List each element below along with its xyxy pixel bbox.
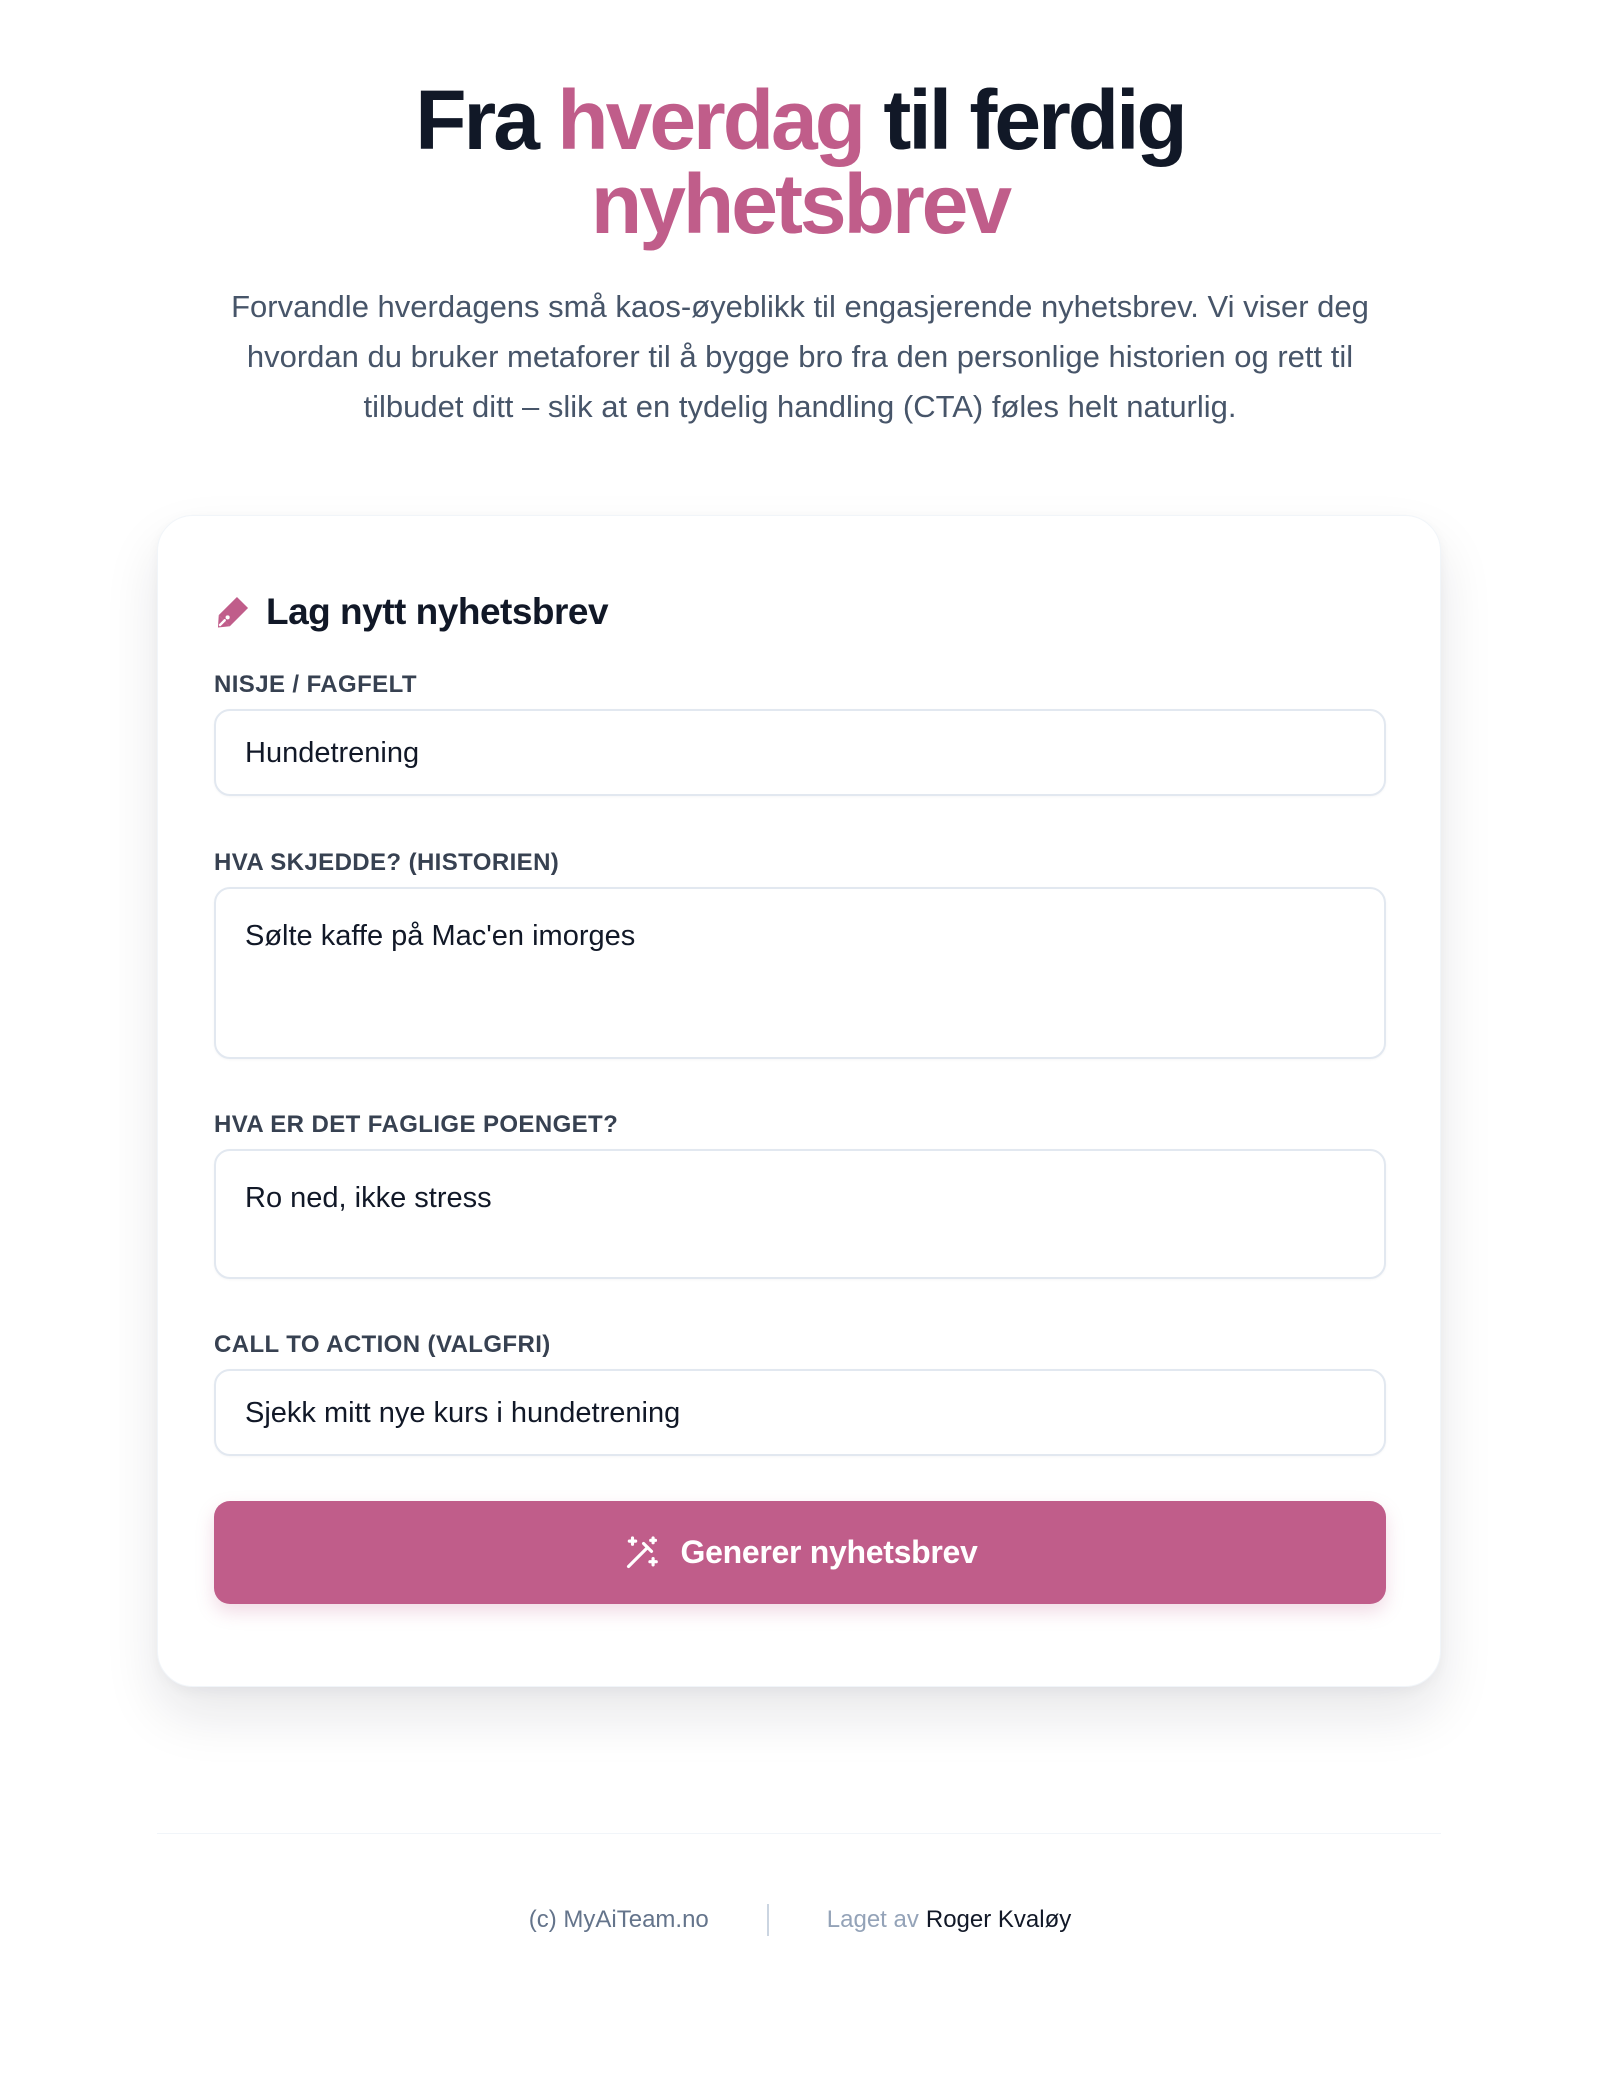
footer-copyright: (c) MyAiTeam.no: [528, 1906, 709, 1933]
card-header: [214, 574, 608, 650]
page-subtitle: Forvandle hverdagens små kaos-øyeblikk til engasjerende nyhetsbrev. Vi viser deg hvordan du bruker metaforer til å bygge bro fra den personlige historien og rett til tilbudet ditt – slik at en tydelig handling (CTA) føles helt naturlig.: [231, 289, 1369, 424]
footer-divider: [157, 1833, 1441, 1834]
niche-label: NISJE / FAGFELT: [214, 671, 417, 698]
niche-input[interactable]: Hundetrening: [214, 709, 1386, 796]
newsletter-form-card: [157, 515, 1441, 1687]
generate-newsletter-button[interactable]: [214, 1501, 1386, 1604]
title-text-middle: til ferdig: [863, 73, 1185, 167]
pen-icon: [214, 593, 252, 631]
footer-separator: [767, 1904, 769, 1936]
point-label: HVA ER DET FAGLIGE POENGET?: [214, 1111, 619, 1138]
footer-author: Roger Kvaløy: [925, 1906, 1072, 1933]
page-footer: [0, 1904, 1600, 1936]
story-label: HVA SKJEDDE? (HISTORIEN): [214, 849, 560, 876]
story-textarea[interactable]: Sølte kaffe på Mac'en imorges: [214, 887, 1386, 1059]
footer-made-by-label: Laget av: [826, 1906, 919, 1933]
page-title: [300, 73, 1300, 251]
title-accent-nyhetsbrev: nyhetsbrev: [590, 157, 1010, 251]
title-text-start: Fra: [415, 73, 558, 167]
generate-button-label: Generer nyhetsbrev: [680, 1534, 978, 1570]
cta-input[interactable]: Sjekk mitt nye kurs i hundetrening: [214, 1369, 1386, 1456]
point-textarea[interactable]: Ro ned, ikke stress: [214, 1149, 1386, 1279]
hero-section: [0, 73, 1600, 432]
cta-label: CALL TO ACTION (VALGFRI): [214, 1331, 551, 1358]
title-accent-hverdag: hverdag: [557, 73, 864, 167]
card-title: Lag nytt nyhetsbrev: [266, 591, 609, 632]
magic-wand-icon: [623, 1534, 661, 1572]
